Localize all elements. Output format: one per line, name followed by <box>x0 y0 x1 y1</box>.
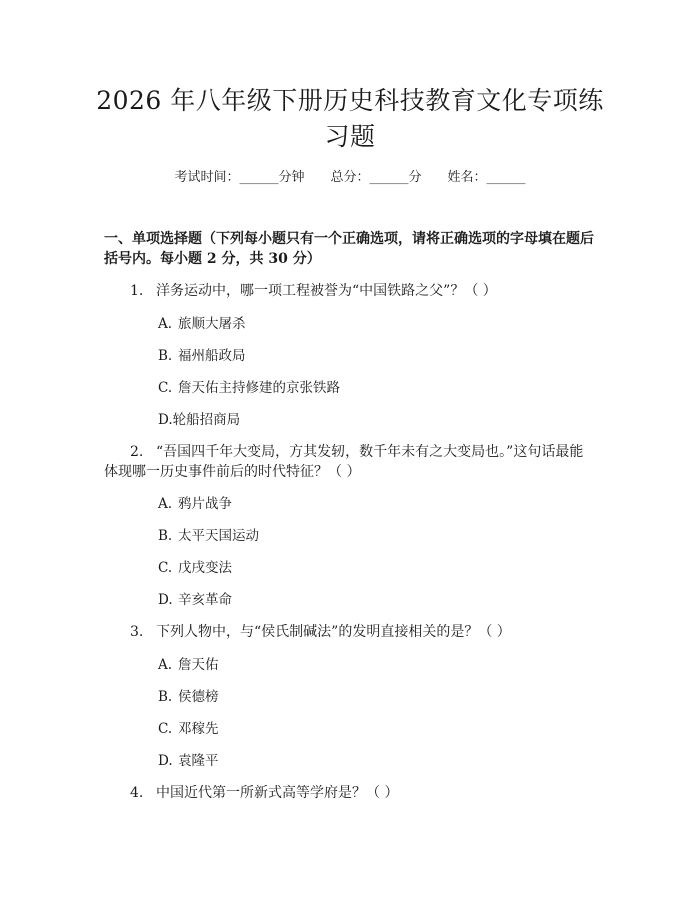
question-3 <box>104 622 511 642</box>
option-letter: B. <box>158 348 173 364</box>
total-score-field: 总分：______分 <box>330 170 422 185</box>
option-text: 太平天国运动 <box>178 528 259 544</box>
option-text: 詹天佑主持修建的京张铁路 <box>178 380 340 396</box>
option-text: 戊戌变法 <box>178 560 232 576</box>
page-title-line2: 习题 <box>324 122 376 151</box>
option-text: 鸦片战争 <box>178 496 232 512</box>
question-4 <box>104 783 398 803</box>
option-1c <box>158 378 340 398</box>
option-2d <box>158 590 232 610</box>
option-text: 袁隆平 <box>178 753 219 769</box>
option-3a <box>158 655 219 675</box>
question-number: 4. <box>130 785 144 801</box>
option-text: 邓稼先 <box>178 721 219 737</box>
question-text: 下列人物中，与“侯氏制碱法”的发明直接相关的是？（ ） <box>156 624 511 640</box>
option-3c <box>158 719 219 739</box>
option-3d <box>158 751 219 771</box>
option-1a <box>158 314 246 334</box>
option-letter: D. <box>158 412 173 428</box>
question-1 <box>104 281 497 301</box>
option-letter: C. <box>158 721 173 737</box>
section-heading-line2: 括号内。每小题 2 分，共 30 分） <box>104 251 321 267</box>
option-letter: D. <box>158 753 173 769</box>
option-2c <box>158 558 232 578</box>
option-letter: D. <box>158 592 173 608</box>
option-1d <box>158 410 240 430</box>
option-text: 轮船招商局 <box>172 412 241 428</box>
question-number: 3. <box>130 624 144 640</box>
option-2a <box>158 494 232 514</box>
question-number: 2. <box>130 444 144 460</box>
question-2 <box>104 442 583 462</box>
question-2-continued: 体现哪一历史事件前后的时代特征？（ ） <box>104 464 361 480</box>
option-1b <box>158 346 246 366</box>
option-letter: A. <box>158 657 173 673</box>
option-text: 詹天佑 <box>178 657 219 673</box>
option-letter: A. <box>158 316 173 332</box>
option-2b <box>158 526 259 546</box>
exam-meta <box>0 168 700 188</box>
option-letter: A. <box>158 496 173 512</box>
option-text: 福州船政局 <box>178 348 246 364</box>
option-text: 辛亥革命 <box>178 592 232 608</box>
question-text: 中国近代第一所新式高等学府是？（ ） <box>156 785 399 801</box>
page-title-line1: 2026 年八年级下册历史科技教育文化专项练 <box>96 86 604 115</box>
section-heading-line1: 一、单项选择题（下列每小题只有一个正确选项，请将正确选项的字母填在题后 <box>104 231 594 247</box>
option-text: 旅顺大屠杀 <box>178 316 246 332</box>
question-text-line1: “吾国四千年大变局，方其发轫，数千年未有之大变局也。”这句话最能 <box>156 444 584 460</box>
option-letter: B. <box>158 689 173 705</box>
option-letter: C. <box>158 380 173 396</box>
option-letter: B. <box>158 528 173 544</box>
question-number: 1. <box>130 283 144 299</box>
question-text: 洋务运动中，哪一项工程被誉为“中国铁路之父”？（ ） <box>156 283 497 299</box>
exam-time-field: 考试时间：______分钟 <box>174 170 305 185</box>
option-letter: C. <box>158 560 173 576</box>
option-text: 侯德榜 <box>178 689 219 705</box>
option-3b <box>158 687 219 707</box>
student-name-field: 姓名：______ <box>447 170 526 185</box>
